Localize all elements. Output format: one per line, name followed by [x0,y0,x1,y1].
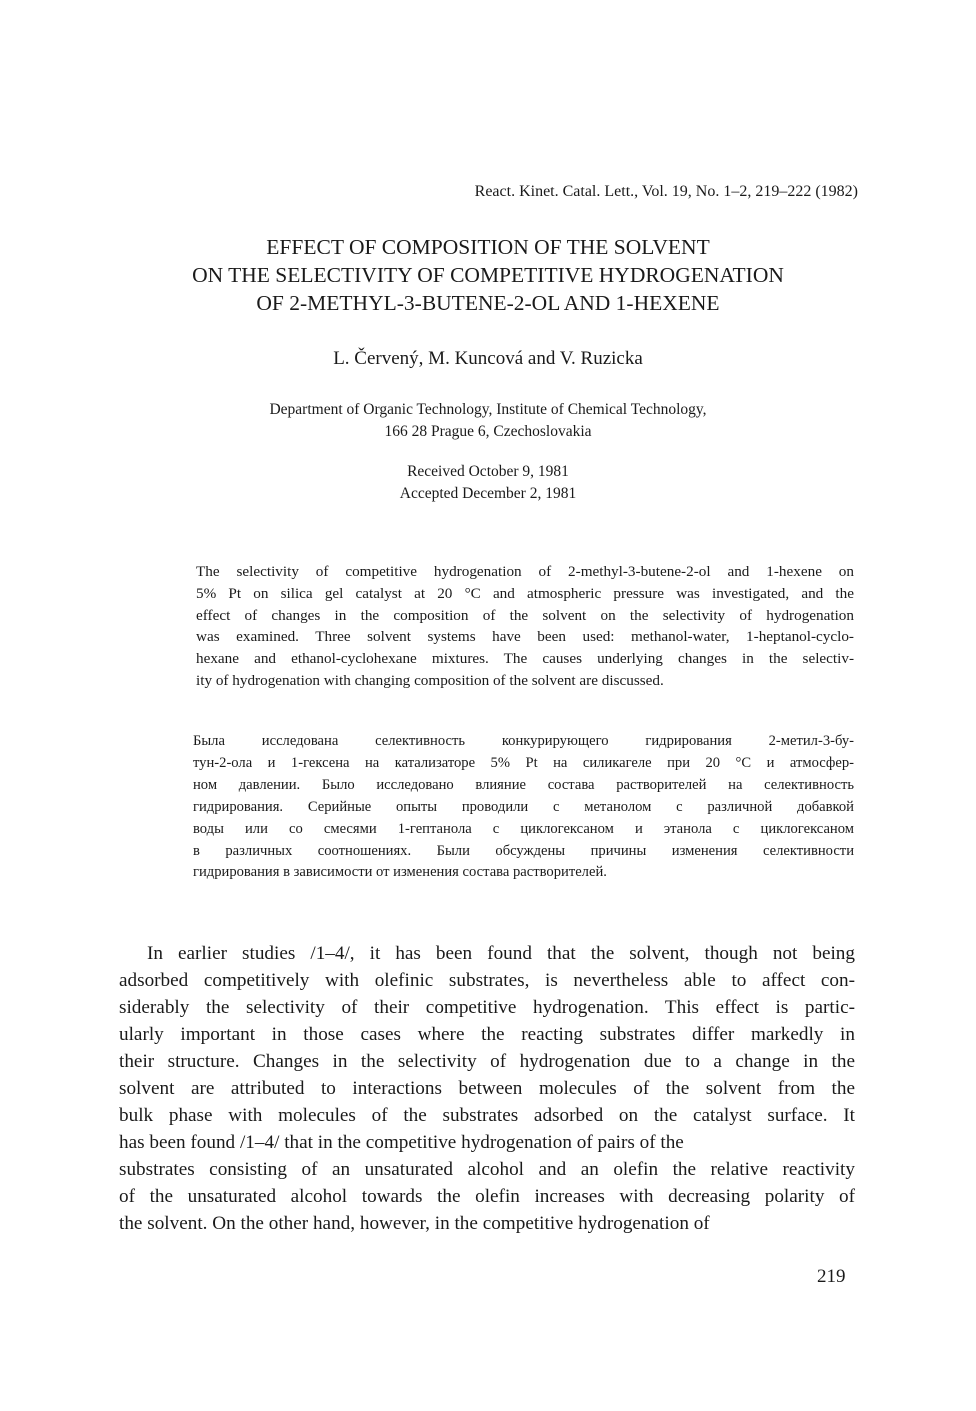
affiliation-line: 166 28 Prague 6, Czechoslovakia [384,423,592,440]
body-line: bulk phase with molecules of the substrates adsorbed on the catalyst surface. It [119,1105,855,1126]
abstract-line: 5% Pt on silica gel catalyst at 20 °C and atmospheric pressure was investigated, and the [196,584,854,602]
body-line: ularly important in those cases where the reacting substrates differ markedly in [119,1024,855,1045]
affiliation-line: Department of Organic Technology, Institute of Chemical Technology, [269,401,707,418]
abstract-ru-line: ном давлении. Было исследовано влияние состава растворителей на селективность [193,776,854,793]
body-line: their structure. Changes in the selectivity of hydrogenation due to a change in the [119,1051,855,1072]
abstract-line: hexane and ethanol-cyclohexane mixtures. The causes underlying changes in the selectiv- [196,650,854,668]
abstract-ru-line: Была исследована селективность конкурирующего гидрирования 2-метил-3-бу- [193,733,854,749]
abstract-english [196,561,854,692]
abstract-line: ity of hydrogenation with changing composition of the solvent are discussed. [196,671,664,689]
affiliation [0,399,976,443]
body-line: the solvent. On the other hand, however, in the competitive hydrogenation of [119,1213,710,1234]
title-line: OF 2-METHYL-3-BUTENE-2-OL AND 1-HEXENE [256,291,720,315]
paper-title [0,233,976,317]
body-line: solvent are attributed to interactions between molecules of the solvent from the [119,1078,855,1099]
abstract-russian [193,731,854,884]
abstract-line: was examined. Three solvent systems have been used: methanol-water, 1-heptanol-cyclo- [196,628,854,646]
abstract-ru-line: тун-2-ола и 1-гексена на катализаторе 5% Pt на силикагеле при 20 °C и атмосфер- [193,754,854,771]
authors: L. Červený, M. Kuncová and V. Ruzicka [333,348,643,369]
abstract-ru-line: гидрирования в зависимости от изменения состава растворителей. [193,864,607,881]
abstract-line: The selectivity of competitive hydrogenation of 2-methyl-3-butene-2-ol and 1-hexene on [196,563,854,580]
abstract-ru-line: в различных соотношениях. Были обсуждены причины изменения селективности [193,842,854,859]
journal-citation: React. Kinet. Catal. Lett., Vol. 19, No. 1–2, 219–222 (1982) [474,183,858,200]
page-number: 219 [817,1266,846,1287]
body-paragraph [119,940,855,1237]
body-line: of the unsaturated alcohol towards the olefin increases with decreasing polarity of [119,1186,855,1207]
title-line: EFFECT OF COMPOSITION OF THE SOLVENT [266,235,710,259]
body-line: substrates consisting of an unsaturated alcohol and an olefin the relative reactivity [119,1159,855,1180]
dates [0,461,976,505]
body-line: adsorbed competitively with olefinic substrates, is nevertheless able to affect con- [119,970,855,991]
abstract-ru-line: воды или со смесями 1-гептанола с циклогексаном и этанола с циклогексаном [193,820,854,837]
title-line: ON THE SELECTIVITY OF COMPETITIVE HYDROGENATION [192,263,784,287]
accepted-date: Accepted December 2, 1981 [399,485,577,502]
body-line: has been found /1–4/ that in the competitive hydrogenation of pairs of the [119,1132,684,1153]
abstract-line: effect of changes in the composition of the solvent on the selectivity of hydrogenation [196,606,854,624]
abstract-ru-line: гидрирования. Серийные опыты проводили с метанолом с различной добавкой [193,798,854,815]
body-line: In earlier studies /1–4/, it has been found that the solvent, though not being [147,943,855,964]
body-line: siderably the selectivity of their competitive hydrogenation. This effect is partic- [119,997,855,1018]
received-date: Received October 9, 1981 [407,463,569,480]
